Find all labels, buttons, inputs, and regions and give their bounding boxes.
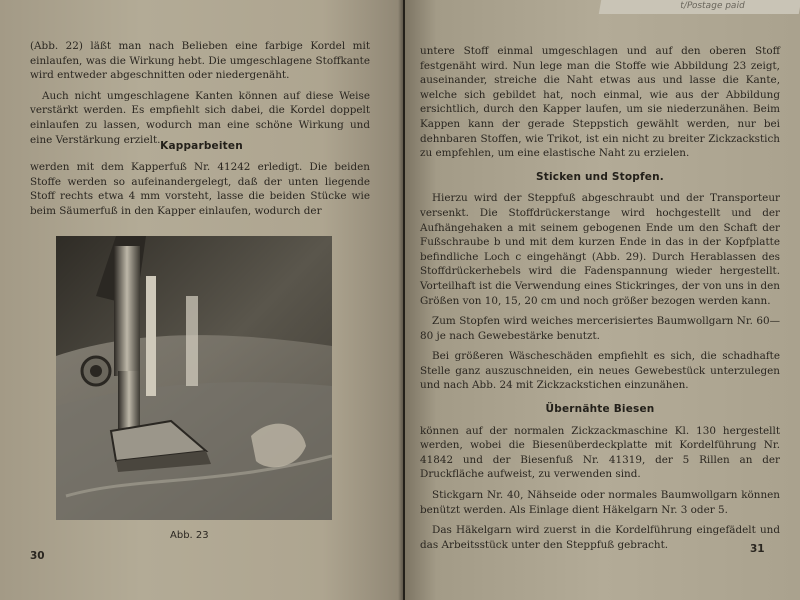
right-paragraph-1: untere Stoff einmal umgeschlagen und auf den oberen Stoff festgenäht wird. Nun lege man die Stoffe wie Abbildung 23 zeigt, auseinander, streiche die Naht etwas aus und lasse die Kante, welche sich gebildet hat, noch einmal, wie aus der Abbildung ersichtlich, durch den Kapper laufen, um sie niederzunähen. Beim Kappen kann der gerade Steppstich gewählt werden, nur bei dehnbaren Stoffen, wie Trikot, ist ein nicht zu breiter Zickzackstich zu empfehlen, um eine elastische Naht zu erzielen. [420,45,780,160]
right-paragraph-4: Bei größeren Wäscheschäden empfiehlt es sich, die schadhafte Stelle ganz auszuschneiden, ein neues Gewebestück unterzulegen und nach Abb. 24 mit Zickzackstichen einzunähen. [420,350,780,392]
page-number-left: 30 [30,550,45,562]
right-paragraph-3: Zum Stopfen wird weiches mercerisiertes Baumwollgarn Nr. 60—80 je nach Gewebestärke benutzt. [420,315,780,342]
left-paragraph-1: (Abb. 22) läßt man nach Belieben eine farbige Kordel mit einlaufen, was die Wirkung hebt. Die umgeschlagene Stoffkante wird entweder abgeschnitten oder niedergenäht. [30,40,370,82]
right-paragraph-6: Stickgarn Nr. 40, Nähseide oder normales Baumwollgarn können benützt werden. Als Einlage dient Häkelgarn Nr. 3 oder 5. [420,489,780,516]
right-page [405,0,800,600]
figure-caption: Abb. 23 [170,530,209,541]
heading-uebernaehte-biesen: Übernähte Biesen [545,403,655,416]
left-paragraph-3: werden mit dem Kapperfuß Nr. 41242 erledigt. Die beiden Stoffe werden so aufeinandergelegt, daß der unten liegende Stoff rechts etwa 4 mm vorsteht, lasse die beiden Stücke wie beim Säumerfuß in den Kapper einlaufen, wodurch der [30,161,370,217]
left-paragraph-2: Auch nicht umgeschlagene Kanten können auf diese Weise verstärkt werden. Es empfiehlt sich dabei, die Kordel doppelt einlaufen zu lassen, wodurch man eine schöne Wirkung und eine Verstärkung erzielt. [30,89,370,146]
sewing-foot-illustration [56,236,332,520]
left-text-column [30,39,370,147]
figure-sewing-machine-foot [56,236,332,520]
postage-label: t/Postage paid [599,0,800,14]
page-number-right: 31 [750,543,765,555]
right-paragraph-7: Das Häkelgarn wird zuerst in die Kordelführung eingefädelt und das Arbeitsstück unter den Steppfuß gebracht. [420,524,780,551]
right-text-column [420,44,780,552]
left-text-column-2 [30,160,370,218]
heading-sticken-und-stopfen: Sticken und Stopfen. [536,170,664,183]
heading-kapparbeiten: Kapparbeiten [160,140,243,152]
right-paragraph-5: können auf der normalen Zickzackmaschine Kl. 130 hergestellt werden, wobei die Biesenüberdeckplatte mit Kordelführung Nr. 41842 und der Biesenfuß Nr. 41319, der 5 Rillen an der Druckfläche aufweist, zu verwenden sind. [420,424,780,481]
right-paragraph-2: Hierzu wird der Steppfuß abgeschraubt und der Transporteur versenkt. Die Stoffdrückerstange wird hochgestellt und der Aufhängehaken a mit seinem gebogenen Ende um den Schaft der Fußschraube b und mit dem kurzen Ende in das in der Kopfplatte befindliche Loch c eingehängt (Abb. 29). Durch Herablassen des Stoffdrückerhebels wird die Fadenspannung wieder hergestellt. Vorteilhaft ist die Verwendung eines Stickringes, der von uns in den Größen von 10, 15, 20 cm und noch größer bezogen werden kann. [420,192,780,307]
